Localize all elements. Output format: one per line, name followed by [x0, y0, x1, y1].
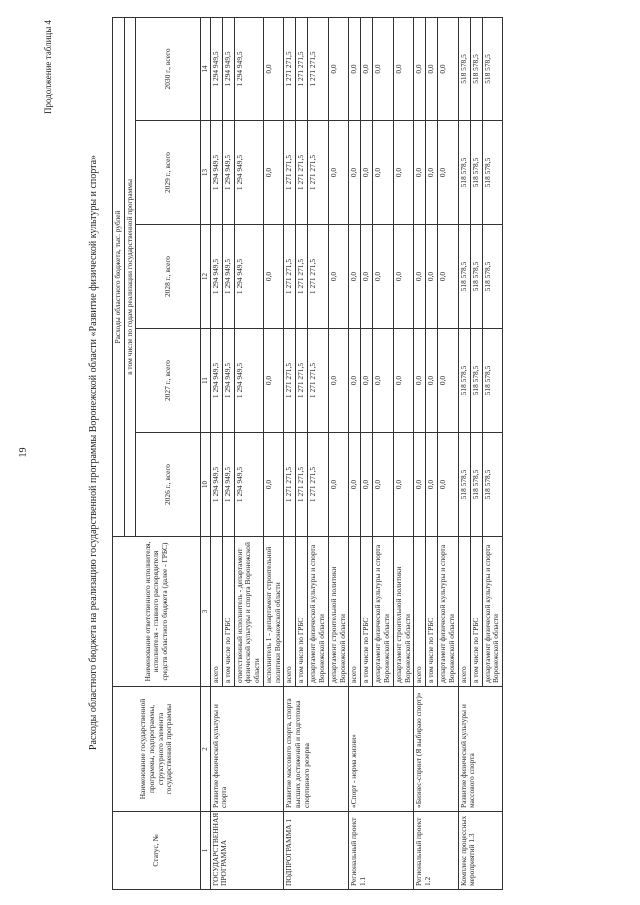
amount-cell: 0,0 — [328, 329, 348, 433]
amount-cell: 1 294 949,5 — [234, 121, 263, 225]
amount-cell: 0,0 — [263, 433, 283, 537]
amount-cell: 0,0 — [361, 329, 373, 433]
amount-cell: 0,0 — [414, 225, 426, 329]
header-executor: Наименование ответственного исполнителя, исполнителя - главного распорядителя средств областного бюджета (далее - ГРБС) — [113, 537, 201, 687]
status-cell: Региональный проект 1.2 — [414, 812, 458, 890]
amount-cell: 0,0 — [414, 329, 426, 433]
amount-cell: 1 294 949,5 — [222, 433, 234, 537]
amount-cell: 1 294 949,5 — [234, 17, 263, 120]
header-expenses: Расходы областного бюджета, тыс. рублей — [113, 17, 125, 536]
executor-cell: департамент строительной политики Воронежской области — [328, 537, 348, 687]
amount-cell: 0,0 — [438, 433, 458, 537]
column-index: 14 — [201, 17, 210, 120]
program-name-cell: «Спорт - норма жизни» — [349, 687, 414, 812]
amount-cell: 0,0 — [263, 329, 283, 433]
program-name-cell: «Бизнес-спринт (Я выбираю спорт)» — [414, 687, 458, 812]
amount-cell: 1 271 271,5 — [308, 433, 328, 537]
amount-cell: 518 578,5 — [482, 225, 502, 329]
amount-cell: 1 294 949,5 — [210, 433, 222, 537]
amount-cell: 1 294 949,5 — [210, 17, 222, 120]
amount-cell: 0,0 — [393, 433, 413, 537]
amount-cell: 0,0 — [373, 433, 393, 537]
executor-cell: в том числе по ГРБС — [222, 537, 234, 687]
program-name-cell: Развитие физической культуры и массового спорта — [458, 687, 502, 812]
amount-cell: 0,0 — [349, 17, 361, 120]
column-index: 11 — [201, 329, 210, 433]
amount-cell: 0,0 — [361, 433, 373, 537]
amount-cell: 1 294 949,5 — [210, 329, 222, 433]
document-title: Расходы областного бюджета на реализацию государственной программы Воронежской области «Развитие физической культуры и спорта» — [88, 154, 99, 751]
column-index: 12 — [201, 225, 210, 329]
amount-cell: 0,0 — [414, 121, 426, 225]
executor-cell: в том числе по ГРБС — [361, 537, 373, 687]
amount-cell: 0,0 — [438, 121, 458, 225]
amount-cell: 0,0 — [414, 433, 426, 537]
amount-cell: 1 294 949,5 — [210, 121, 222, 225]
amount-cell: 1 294 949,5 — [222, 225, 234, 329]
amount-cell: 1 294 949,5 — [234, 225, 263, 329]
status-cell: Комплекс процессных мероприятий 1.3 — [458, 812, 502, 890]
amount-cell: 518 578,5 — [470, 329, 482, 433]
amount-cell: 1 294 949,5 — [222, 121, 234, 225]
amount-cell: 0,0 — [393, 17, 413, 120]
executor-cell: в том числе по ГРБС — [296, 537, 308, 687]
header-program-name: Наименование государственной программы, подпрограммы, структурного элемента государственной программы — [113, 687, 201, 812]
amount-cell: 1 294 949,5 — [234, 433, 263, 537]
amount-cell: 0,0 — [393, 121, 413, 225]
amount-cell: 0,0 — [263, 17, 283, 120]
amount-cell: 0,0 — [373, 121, 393, 225]
page-number: 19 — [18, 447, 29, 458]
amount-cell: 0,0 — [263, 225, 283, 329]
amount-cell: 518 578,5 — [458, 17, 470, 120]
executor-cell: всего — [349, 537, 361, 687]
column-index: 2 — [201, 687, 210, 812]
amount-cell: 0,0 — [426, 433, 438, 537]
table-row — [210, 17, 222, 889]
amount-cell: 0,0 — [426, 121, 438, 225]
column-index: 13 — [201, 121, 210, 225]
amount-cell: 518 578,5 — [458, 433, 470, 537]
executor-cell: исполнитель 1 - департамент строительной политики Воронежской области — [263, 537, 283, 687]
executor-cell: всего — [414, 537, 426, 687]
amount-cell: 518 578,5 — [458, 121, 470, 225]
status-cell: Региональный проект 1.1 — [349, 812, 414, 890]
amount-cell: 1 294 949,5 — [210, 225, 222, 329]
executor-cell: департамент физической культуры и спорта Воронежской области — [482, 537, 502, 687]
table-row — [458, 17, 470, 889]
amount-cell: 0,0 — [349, 225, 361, 329]
executor-cell: департамент физической культуры и спорта Воронежской области — [308, 537, 328, 687]
amount-cell: 0,0 — [361, 121, 373, 225]
status-cell: ПОДПРОГРАММА 1 — [284, 812, 349, 890]
amount-cell: 1 271 271,5 — [284, 17, 296, 120]
amount-cell: 0,0 — [426, 17, 438, 120]
year-header: 2030 г., всего — [136, 17, 201, 120]
column-index: 3 — [201, 537, 210, 687]
column-index: 10 — [201, 433, 210, 537]
status-cell: ГОСУДАРСТВЕННАЯ ПРОГРАММА — [210, 812, 284, 890]
executor-cell: департамент физической культуры и спорта Воронежской области — [373, 537, 393, 687]
amount-cell: 0,0 — [328, 433, 348, 537]
executor-cell: ответственный исполнитель - департамент физической культуры и спорта Воронежской области — [234, 537, 263, 687]
amount-cell: 1 271 271,5 — [308, 225, 328, 329]
amount-cell: 0,0 — [393, 225, 413, 329]
amount-cell: 0,0 — [349, 121, 361, 225]
executor-cell: всего — [458, 537, 470, 687]
amount-cell: 0,0 — [361, 17, 373, 120]
amount-cell: 518 578,5 — [482, 433, 502, 537]
year-header: 2026 г., всего — [136, 433, 201, 537]
year-header: 2029 г., всего — [136, 121, 201, 225]
amount-cell: 518 578,5 — [470, 433, 482, 537]
amount-cell: 0,0 — [414, 17, 426, 120]
amount-cell: 1 271 271,5 — [296, 329, 308, 433]
executor-cell: всего — [284, 537, 296, 687]
amount-cell: 1 271 271,5 — [296, 121, 308, 225]
header-by-year: в том числе по годам реализации государственной программы — [124, 17, 136, 536]
amount-cell: 0,0 — [426, 225, 438, 329]
year-header: 2028 г., всего — [136, 225, 201, 329]
amount-cell: 1 271 271,5 — [284, 329, 296, 433]
amount-cell: 1 271 271,5 — [284, 121, 296, 225]
amount-cell: 1 271 271,5 — [284, 433, 296, 537]
table-body — [210, 17, 502, 889]
table-row — [284, 17, 296, 889]
amount-cell: 1 271 271,5 — [308, 329, 328, 433]
amount-cell: 0,0 — [373, 329, 393, 433]
table-row — [349, 17, 361, 889]
amount-cell: 0,0 — [349, 433, 361, 537]
amount-cell: 0,0 — [328, 121, 348, 225]
column-index: 1 — [201, 812, 210, 890]
amount-cell: 0,0 — [438, 225, 458, 329]
table-row — [414, 17, 426, 889]
amount-cell: 518 578,5 — [470, 225, 482, 329]
executor-cell: в том числе по ГРБС — [470, 537, 482, 687]
amount-cell: 518 578,5 — [458, 225, 470, 329]
budget-table — [112, 17, 503, 890]
executor-cell: департамент физической культуры и спорта Воронежской области — [438, 537, 458, 687]
amount-cell: 0,0 — [361, 225, 373, 329]
amount-cell: 0,0 — [393, 329, 413, 433]
column-index-row — [201, 17, 210, 889]
continuation-note: Продолжение таблицы 4 — [43, 20, 53, 114]
program-name-cell: Развитие массового спорта, спорта высших достижений и подготовка спортивного резерва — [284, 687, 349, 812]
amount-cell: 518 578,5 — [482, 17, 502, 120]
amount-cell: 518 578,5 — [482, 121, 502, 225]
amount-cell: 0,0 — [349, 329, 361, 433]
amount-cell: 1 294 949,5 — [222, 329, 234, 433]
amount-cell: 0,0 — [438, 329, 458, 433]
amount-cell: 1 294 949,5 — [222, 17, 234, 120]
amount-cell: 1 271 271,5 — [296, 225, 308, 329]
amount-cell: 1 294 949,5 — [234, 329, 263, 433]
program-name-cell: Развитие физической культуры и спорта — [210, 687, 284, 812]
year-header: 2027 г., всего — [136, 329, 201, 433]
amount-cell: 1 271 271,5 — [284, 225, 296, 329]
amount-cell: 518 578,5 — [470, 17, 482, 120]
amount-cell: 0,0 — [263, 121, 283, 225]
amount-cell: 1 271 271,5 — [308, 121, 328, 225]
amount-cell: 518 578,5 — [470, 121, 482, 225]
executor-cell: департамент строительной политики Воронежской области — [393, 537, 413, 687]
amount-cell: 0,0 — [438, 17, 458, 120]
amount-cell: 1 271 271,5 — [296, 433, 308, 537]
amount-cell: 0,0 — [328, 17, 348, 120]
amount-cell: 518 578,5 — [482, 329, 502, 433]
amount-cell: 0,0 — [328, 225, 348, 329]
amount-cell: 0,0 — [373, 225, 393, 329]
executor-cell: в том числе по ГРБС — [426, 537, 438, 687]
executor-cell: всего — [210, 537, 222, 687]
amount-cell: 0,0 — [373, 17, 393, 120]
amount-cell: 0,0 — [426, 329, 438, 433]
amount-cell: 1 271 271,5 — [296, 17, 308, 120]
amount-cell: 518 578,5 — [458, 329, 470, 433]
header-status: Статус, № — [113, 812, 201, 890]
amount-cell: 1 271 271,5 — [308, 17, 328, 120]
